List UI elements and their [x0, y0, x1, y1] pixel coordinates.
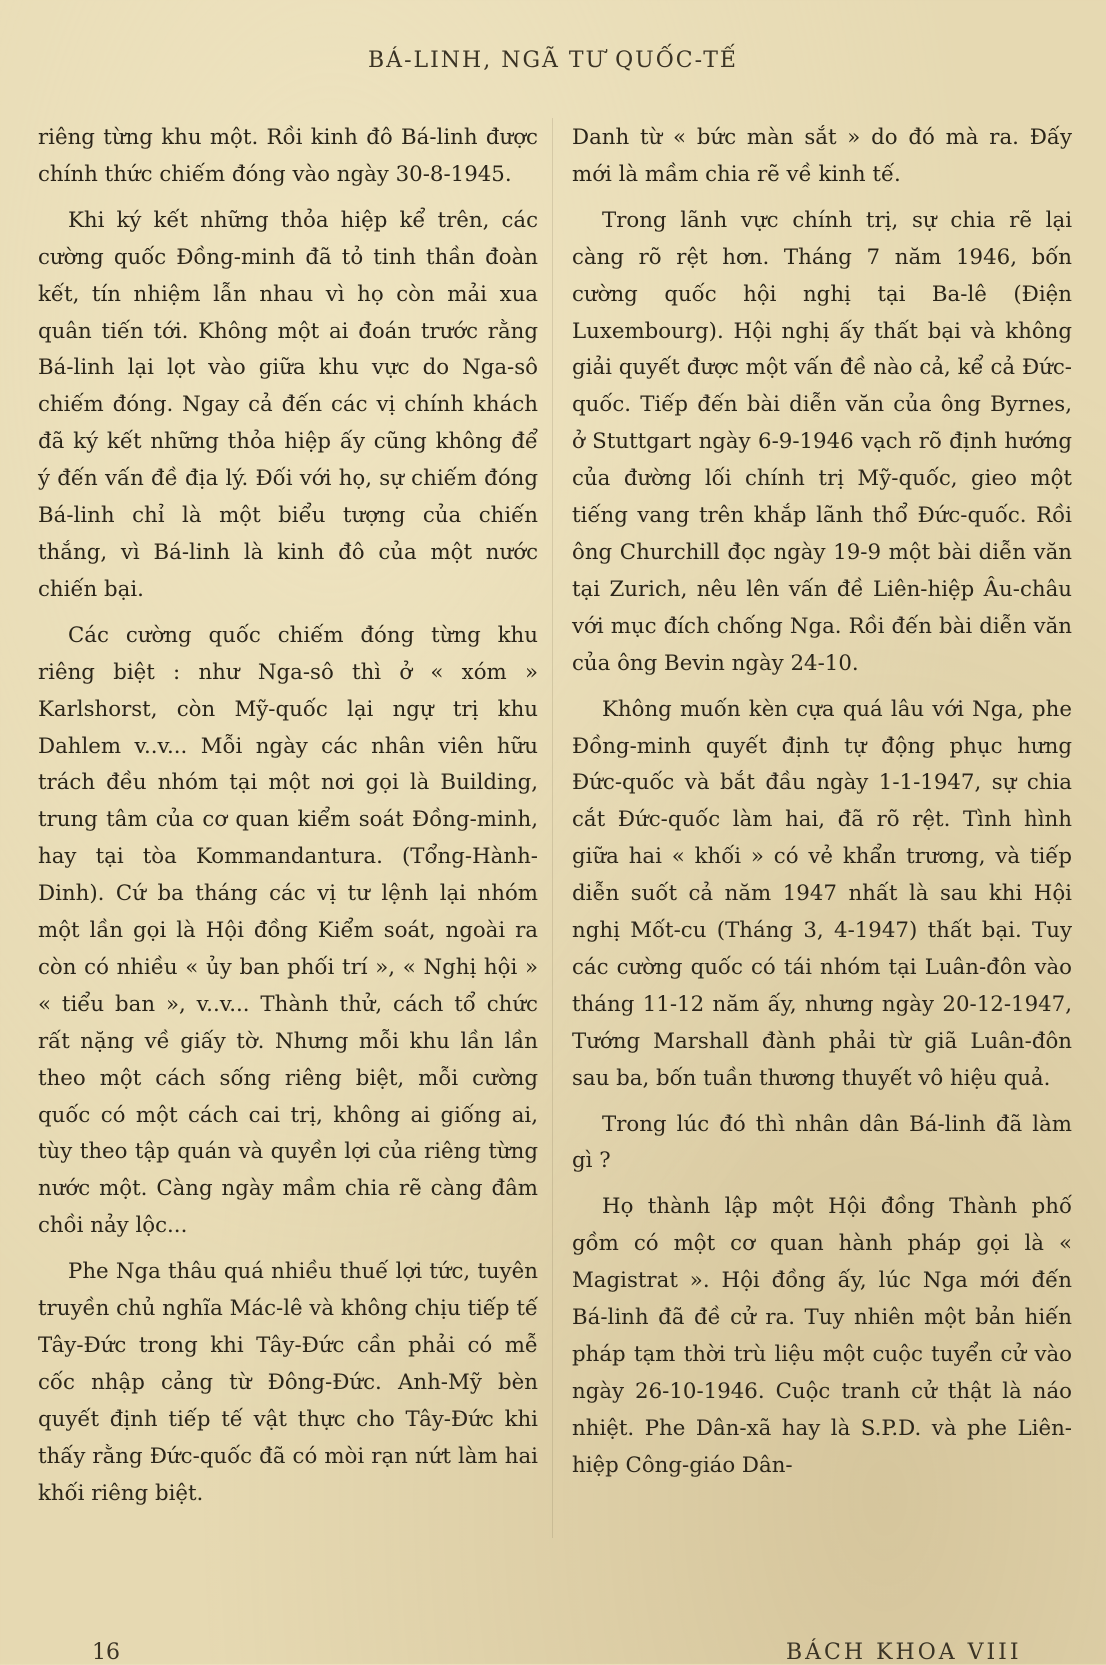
- left-column: [38, 120, 538, 1522]
- column-divider: [552, 118, 553, 1538]
- right-paragraph-1: Danh từ « bức màn sắt » do đó mà ra. Đấy mới là mầm chia rẽ về kinh tế.: [572, 125, 1072, 187]
- left-paragraph-2: Khi ký kết những thỏa hiệp kể trên, các cường quốc Đồng-minh đã tỏ tinh thần đoàn kết, tín nhiệm lẫn nhau vì họ còn mải xua quân tiến tới. Không một ai đoán trước rằng Bá-linh lại lọt vào giữa khu vực do Nga-sô chiếm đóng. Ngay cả đến các vị chính khách đã ký kết những thỏa hiệp ấy cũng không để ý đến vấn đề địa lý. Đối với họ, sự chiếm đóng Bá-linh chỉ là một biểu tượng của chiến thắng, vì Bá-linh là kinh đô của một nước chiến bại.: [38, 207, 538, 602]
- right-paragraph-5: Họ thành lập một Hội đồng Thành phố gồm có một cơ quan hành pháp gọi là « Magistrat ». Hội đồng ấy, lúc Nga mới đến Bá-linh đã đề cử ra. Tuy nhiên một bản hiến pháp tạm thời trù liệu một cuộc tuyển cử vào ngày 26-10-1946. Cuộc tranh cử thật là náo nhiệt. Phe Dân-xã hay là S.P.D. và phe Liên-hiệp Công-giáo Dân-: [572, 1194, 1072, 1478]
- page-number: 16: [92, 1640, 120, 1665]
- left-paragraph-4: Phe Nga thâu quá nhiều thuế lợi tức, tuyên truyền chủ nghĩa Mác-lê và không chịu tiếp tế Tây-Đức trong khi Tây-Đức cần phải có mễ cốc nhập cảng từ Đông-Đức. Anh-Mỹ bèn quyết định tiếp tế vật thực cho Tây-Đức khi thấy rằng Đức-quốc đã có mòi rạn nứt làm hai khối riêng biệt.: [38, 1259, 538, 1506]
- right-paragraph-3: Không muốn kèn cựa quá lâu với Nga, phe Đồng-minh quyết định tự động phục hưng Đức-quốc và bắt đầu ngày 1-1-1947, sự chia cắt Đức-quốc làm hai, đã rõ rệt. Tình hình giữa hai « khối » có vẻ khẩn trương, và tiếp diễn suốt cả năm 1947 nhất là sau khi Hội nghị Mốt-cu (Tháng 3, 4-1947) thất bại. Tuy các cường quốc có tái nhóm tại Luân-đôn vào tháng 11-12 năm ấy, nhưng ngày 20-12-1947, Tướng Marshall đành phải từ giã Luân-đôn sau ba, bốn tuần thương thuyết vô hiệu quả.: [572, 696, 1072, 1091]
- running-header: BÁ-LINH, NGÃ TƯ QUỐC-TẾ: [368, 48, 738, 73]
- right-column: [572, 120, 1072, 1494]
- right-paragraph-2: Trong lãnh vực chính trị, sự chia rẽ lại càng rõ rệt hơn. Tháng 7 năm 1946, bốn cường quốc hội nghị tại Ba-lê (Điện Luxembourg). Hội nghị ấy thất bại và không giải quyết được một vấn đề nào cả, kể cả Đức-quốc. Tiếp đến bài diễn văn của ông Byrnes, ở Stuttgart ngày 6-9-1946 vạch rõ định hướng của đường lối chính trị Mỹ-quốc, gieo một tiếng vang trên khắp lãnh thổ Đức-quốc. Rồi ông Churchill đọc ngày 19-9 một bài diễn văn tại Zurich, nêu lên vấn đề Liên-hiệp Âu-châu với mục đích chống Nga. Rồi đến bài diễn văn của ông Bevin ngày 24-10.: [572, 207, 1072, 676]
- right-paragraph-4: Trong lúc đó thì nhân dân Bá-linh đã làm gì ?: [572, 1111, 1072, 1174]
- left-paragraph-3: Các cường quốc chiếm đóng từng khu riêng biệt : như Nga-sô thì ở « xóm » Karlshorst, còn Mỹ-quốc lại ngự trị khu Dahlem v..v... Mỗi ngày các nhân viên hữu trách đều nhóm tại một nơi gọi là Building, trung tâm của cơ quan kiểm soát Đồng-minh, hay tại tòa Kommandantura. (Tổng-Hành-Dinh). Cứ ba tháng các vị tư lệnh lại nhóm một lần gọi là Hội đồng Kiểm soát, ngoài ra còn có nhiều « ủy ban phối trí », « Nghị hội » « tiểu ban », v..v... Thành thử, cách tổ chức rất nặng về giấy tờ. Nhưng mỗi khu lần lần theo một cách sống riêng biệt, mỗi cường quốc có một cách cai trị, không ai giống ai, tùy theo tập quán và quyền lợi của riêng từng nước một. Càng ngày mầm chia rẽ càng đâm chồi nảy lộc...: [38, 622, 538, 1239]
- left-paragraph-1: riêng từng khu một. Rồi kinh đô Bá-linh được chính thức chiếm đóng vào ngày 30-8-1945.: [38, 125, 538, 187]
- magazine-title: BÁCH KHOA VIII: [786, 1640, 1022, 1665]
